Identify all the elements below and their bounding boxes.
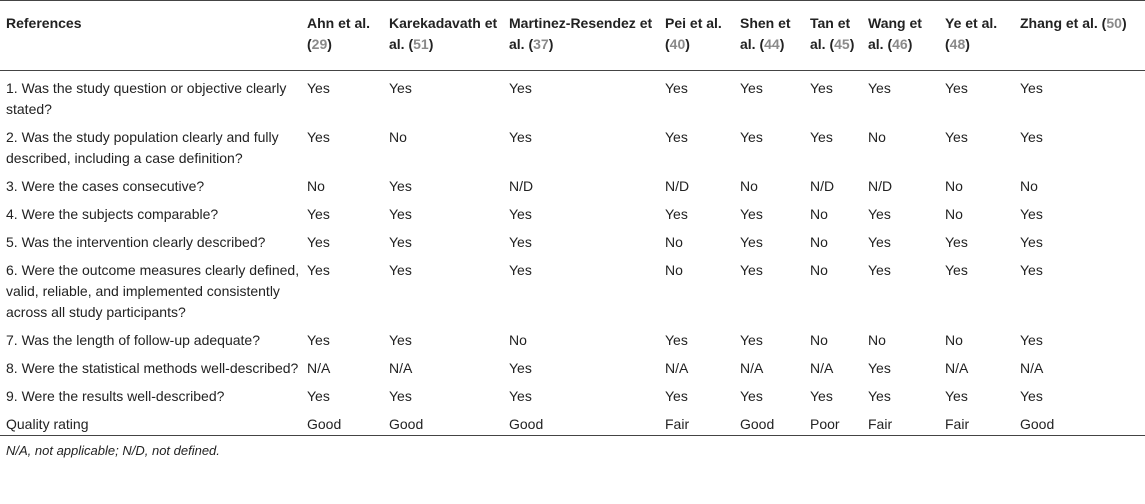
study-name: Zhang et al.	[1020, 15, 1098, 31]
rating-cell: No	[810, 234, 828, 250]
rating-cell: Good	[740, 416, 775, 432]
rating-cell: No	[740, 178, 758, 194]
study-ref[interactable]: 37	[533, 36, 549, 52]
header-references: References	[6, 15, 82, 31]
rating-cell: Yes	[868, 388, 891, 404]
study-ref[interactable]: 29	[311, 36, 328, 52]
study-ref[interactable]: 50	[1106, 15, 1122, 31]
criterion-cell: 8. Were the statistical methods well-described?	[6, 360, 299, 376]
rating-cell: Yes	[307, 234, 330, 250]
rating-cell: Yes	[665, 332, 688, 348]
table-header-row	[0, 1, 1145, 71]
criterion-cell: Quality rating	[6, 416, 89, 432]
rating-cell: Yes	[740, 332, 763, 348]
criterion-cell: 3. Were the cases consecutive?	[6, 178, 205, 194]
study-name: Pei et al.	[665, 15, 722, 31]
rating-cell: No	[665, 262, 683, 278]
rating-cell: N/A	[810, 360, 834, 376]
rating-cell: N/A	[389, 360, 413, 376]
rating-cell: Yes	[307, 332, 330, 348]
rating-cell: Yes	[1020, 388, 1043, 404]
study-name: Martinez-Resendez et al.	[509, 15, 653, 52]
rating-cell: Yes	[509, 234, 532, 250]
table-row	[0, 351, 1145, 379]
rating-cell: Yes	[868, 360, 891, 376]
study-name: Ye et al.	[945, 15, 998, 31]
rating-cell: Yes	[509, 206, 532, 222]
criterion-cell: 1. Was the study question or objective clearly stated?	[6, 80, 287, 117]
header-study: Tan et al. (45)	[810, 15, 855, 52]
header-study: Ahn et al. (29)	[307, 15, 371, 52]
rating-cell: No	[945, 332, 963, 348]
table-body	[0, 71, 1145, 436]
rating-cell: Yes	[868, 234, 891, 250]
header-study: Pei et al. (40)	[665, 15, 722, 52]
rating-cell: Fair	[945, 416, 970, 432]
rating-cell: Yes	[868, 80, 891, 96]
rating-cell: No	[945, 206, 963, 222]
rating-cell: Yes	[1020, 129, 1043, 145]
rating-cell: No	[810, 206, 828, 222]
rating-cell: Yes	[307, 262, 330, 278]
table-row	[0, 169, 1145, 197]
rating-cell: Yes	[945, 129, 968, 145]
rating-cell: Yes	[509, 80, 532, 96]
rating-cell: Yes	[389, 388, 412, 404]
header-study: Ye et al. (48)	[945, 15, 998, 52]
rating-cell: Yes	[509, 360, 532, 376]
rating-cell: Yes	[307, 388, 330, 404]
study-name: Tan et al.	[810, 15, 851, 52]
rating-cell: N/A	[945, 360, 969, 376]
table-row	[0, 71, 1145, 121]
table-row	[0, 407, 1145, 436]
rating-cell: Yes	[740, 388, 763, 404]
rating-cell: Yes	[389, 262, 412, 278]
rating-cell: Yes	[740, 80, 763, 96]
table-row	[0, 120, 1145, 169]
table-footnote: N/A, not applicable; N/D, not defined.	[6, 443, 220, 458]
rating-cell: No	[509, 332, 527, 348]
rating-cell: Fair	[868, 416, 893, 432]
criterion-cell: 6. Were the outcome measures clearly defined, valid, reliable, and implemented consistently across all study participants?	[6, 262, 300, 320]
table-row	[0, 379, 1145, 407]
criterion-cell: 7. Was the length of follow-up adequate?	[6, 332, 260, 348]
rating-cell: Yes	[389, 80, 412, 96]
rating-cell: Yes	[389, 178, 412, 194]
study-ref[interactable]: 48	[949, 36, 966, 52]
rating-cell: Good	[389, 416, 424, 432]
rating-cell: N/D	[868, 178, 893, 194]
rating-cell: Yes	[945, 262, 968, 278]
rating-cell: Yes	[868, 262, 891, 278]
study-ref[interactable]: 51	[413, 36, 429, 52]
rating-cell: No	[1020, 178, 1038, 194]
rating-cell: Yes	[810, 80, 833, 96]
rating-cell: No	[307, 178, 325, 194]
rating-cell: Yes	[868, 206, 891, 222]
rating-cell: Yes	[307, 80, 330, 96]
rating-cell: Yes	[740, 262, 763, 278]
study-name: Wang et al.	[868, 15, 922, 52]
rating-cell: N/A	[1020, 360, 1044, 376]
rating-cell: No	[665, 234, 683, 250]
rating-cell: Yes	[665, 80, 688, 96]
rating-cell: Good	[509, 416, 544, 432]
rating-cell: Yes	[307, 206, 330, 222]
rating-cell: Yes	[740, 129, 763, 145]
rating-cell: Yes	[810, 129, 833, 145]
rating-cell: No	[945, 178, 963, 194]
rating-cell: N/D	[509, 178, 534, 194]
table-row	[0, 225, 1145, 253]
rating-cell: Yes	[945, 80, 968, 96]
study-ref[interactable]: 45	[834, 36, 850, 52]
header-study: Shen et al. (44)	[740, 15, 791, 52]
rating-cell: No	[868, 129, 886, 145]
study-ref[interactable]: 44	[764, 36, 780, 52]
study-name: Karekadavath et al.	[389, 15, 498, 52]
rating-cell: Yes	[810, 388, 833, 404]
study-name: Shen et al.	[740, 15, 791, 52]
table-row	[0, 197, 1145, 225]
rating-cell: Poor	[810, 416, 840, 432]
study-ref[interactable]: 46	[892, 36, 908, 52]
rating-cell: Yes	[1020, 80, 1043, 96]
criterion-cell: 5. Was the intervention clearly described?	[6, 234, 266, 250]
rating-cell: Yes	[1020, 234, 1043, 250]
study-ref[interactable]: 40	[669, 36, 686, 52]
rating-cell: No	[868, 332, 886, 348]
rating-cell: N/D	[665, 178, 690, 194]
rating-cell: Yes	[1020, 332, 1043, 348]
rating-cell: Yes	[307, 129, 330, 145]
rating-cell: Yes	[389, 332, 412, 348]
table-row	[0, 323, 1145, 351]
rating-cell: Yes	[509, 262, 532, 278]
rating-cell: N/D	[810, 178, 835, 194]
rating-cell: Yes	[389, 234, 412, 250]
header-study: Martinez-Resendez et al. (37)	[509, 15, 653, 52]
criterion-cell: 9. Were the results well-described?	[6, 388, 225, 404]
rating-cell: No	[810, 332, 828, 348]
rating-cell: Good	[307, 416, 342, 432]
rating-cell: No	[810, 262, 828, 278]
rating-cell: Yes	[1020, 262, 1043, 278]
header-study: Karekadavath et al. (51)	[389, 15, 498, 52]
rating-cell: Yes	[389, 206, 412, 222]
rating-cell: Fair	[665, 416, 690, 432]
rating-cell: N/A	[740, 360, 764, 376]
rating-cell: Yes	[945, 388, 968, 404]
criterion-cell: 4. Were the subjects comparable?	[6, 206, 219, 222]
header-study: Zhang et al. (50)	[1020, 15, 1127, 31]
header-study: Wang et al. (46)	[868, 15, 922, 52]
rating-cell: N/A	[665, 360, 689, 376]
rating-cell: Yes	[740, 234, 763, 250]
rating-cell: Yes	[509, 129, 532, 145]
rating-cell: No	[389, 129, 407, 145]
rating-cell: Yes	[665, 129, 688, 145]
rating-cell: Yes	[945, 234, 968, 250]
table-row	[0, 253, 1145, 323]
rating-cell: Yes	[740, 206, 763, 222]
rating-cell: Yes	[665, 206, 688, 222]
rating-cell: Yes	[1020, 206, 1043, 222]
rating-cell: Yes	[665, 388, 688, 404]
rating-cell: Good	[1020, 416, 1055, 432]
rating-cell: Yes	[509, 388, 532, 404]
rating-cell: N/A	[307, 360, 331, 376]
study-name: Ahn et al.	[307, 15, 371, 31]
criterion-cell: 2. Was the study population clearly and fully described, including a case definition?	[6, 129, 279, 166]
